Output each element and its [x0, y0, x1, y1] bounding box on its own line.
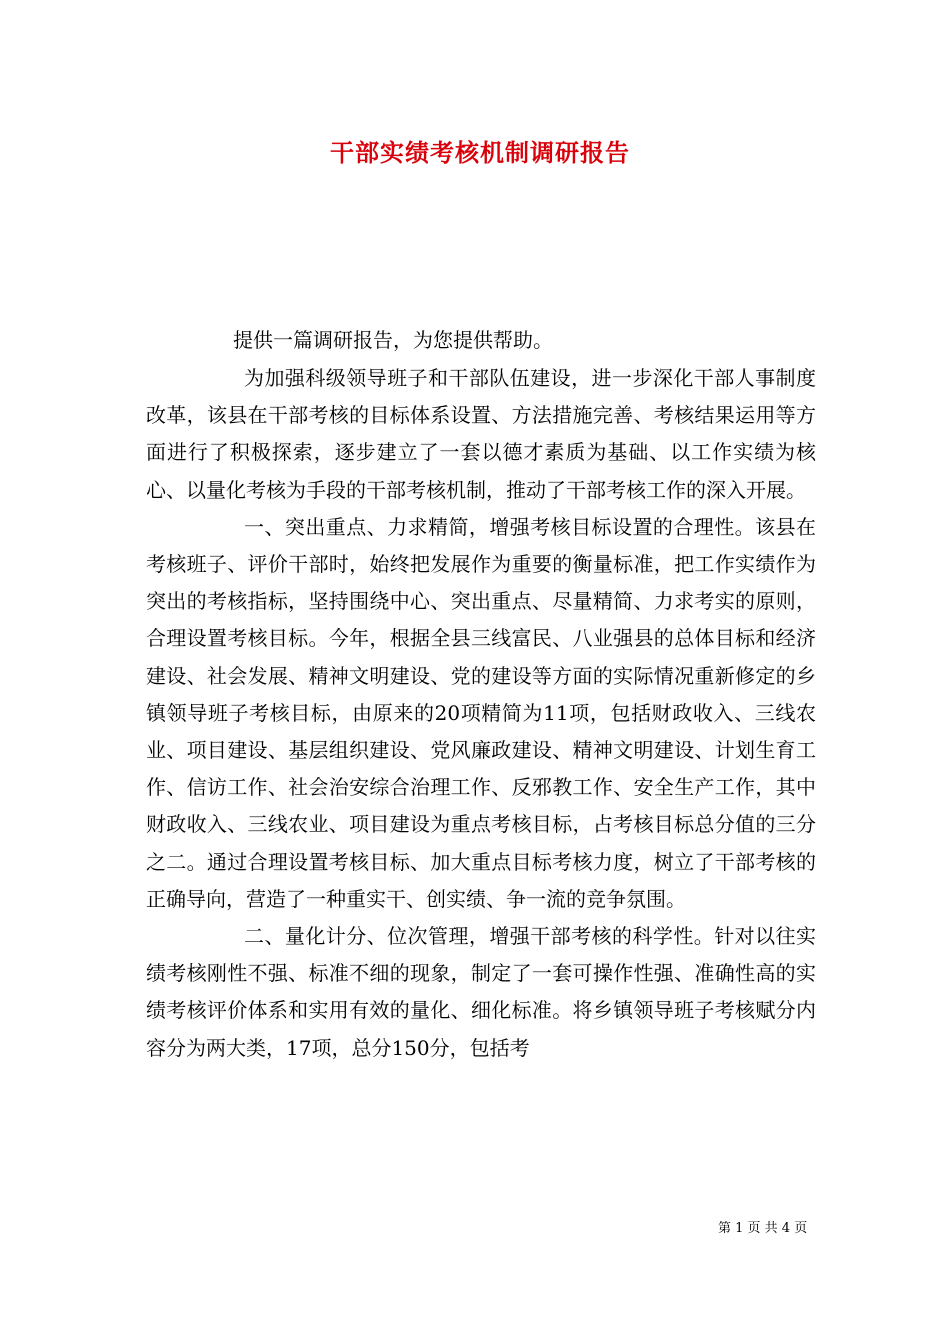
body-text [146, 360, 816, 1067]
page-footer: 第 1 页 共 4 页 [718, 1221, 808, 1236]
paragraph-section-one: 一、突出重点、力求精简，增强考核目标设置的合理性。该县在考核班子、评价干部时，始终把发展作为重要的衡量标准，把工作实绩作为突出的考核指标，坚持围绕中心、突出重点、尽量精简、力求考实的原则，合理设置考核目标。今年，根据全县三线富民、八业强县的总体目标和经济建设、社会发展、精神文明建设、党的建设等方面的实际情况重新修定的乡镇领导班子考核目标，由原来的20项精简为11项，包括财政收入、三线农业、项目建设、基层组织建设、党风廉政建设、精神文明建设、计划生育工作、信访工作、社会治安综合治理工作、反邪教工作、安全生产工作，其中财政收入、三线农业、项目建设为重点考核目标，占考核目标总分值的三分之二。通过合理设置考核目标、加大重点目标考核力度，树立了干部考核的正确导向，营造了一种重实干、创实绩、争一流的竞争氛围。 [146, 514, 816, 911]
paragraph-intro: 为加强科级领导班子和干部队伍建设，进一步深化干部人事制度改革，该县在干部考核的目标体系设置、方法措施完善、考核结果运用等方面进行了积极探索，逐步建立了一套以德才素质为基础、以工作实绩为核心、以量化考核为手段的干部考核机制，推动了干部考核工作的深入开展。 [146, 366, 816, 502]
paragraph-section-two: 二、量化计分、位次管理，增强干部考核的科学性。针对以往实绩考核刚性不强、标准不细的现象，制定了一套可操作性强、准确性高的实绩考核评价体系和实用有效的量化、细化标准。将乡镇领导班子考核赋分内容分为两大类，17项，总分150分，包括考 [146, 924, 816, 1060]
document-title: 干部实绩考核机制调研报告 [330, 138, 630, 167]
intro-line: 提供一篇调研报告，为您提供帮助。 [233, 328, 553, 352]
